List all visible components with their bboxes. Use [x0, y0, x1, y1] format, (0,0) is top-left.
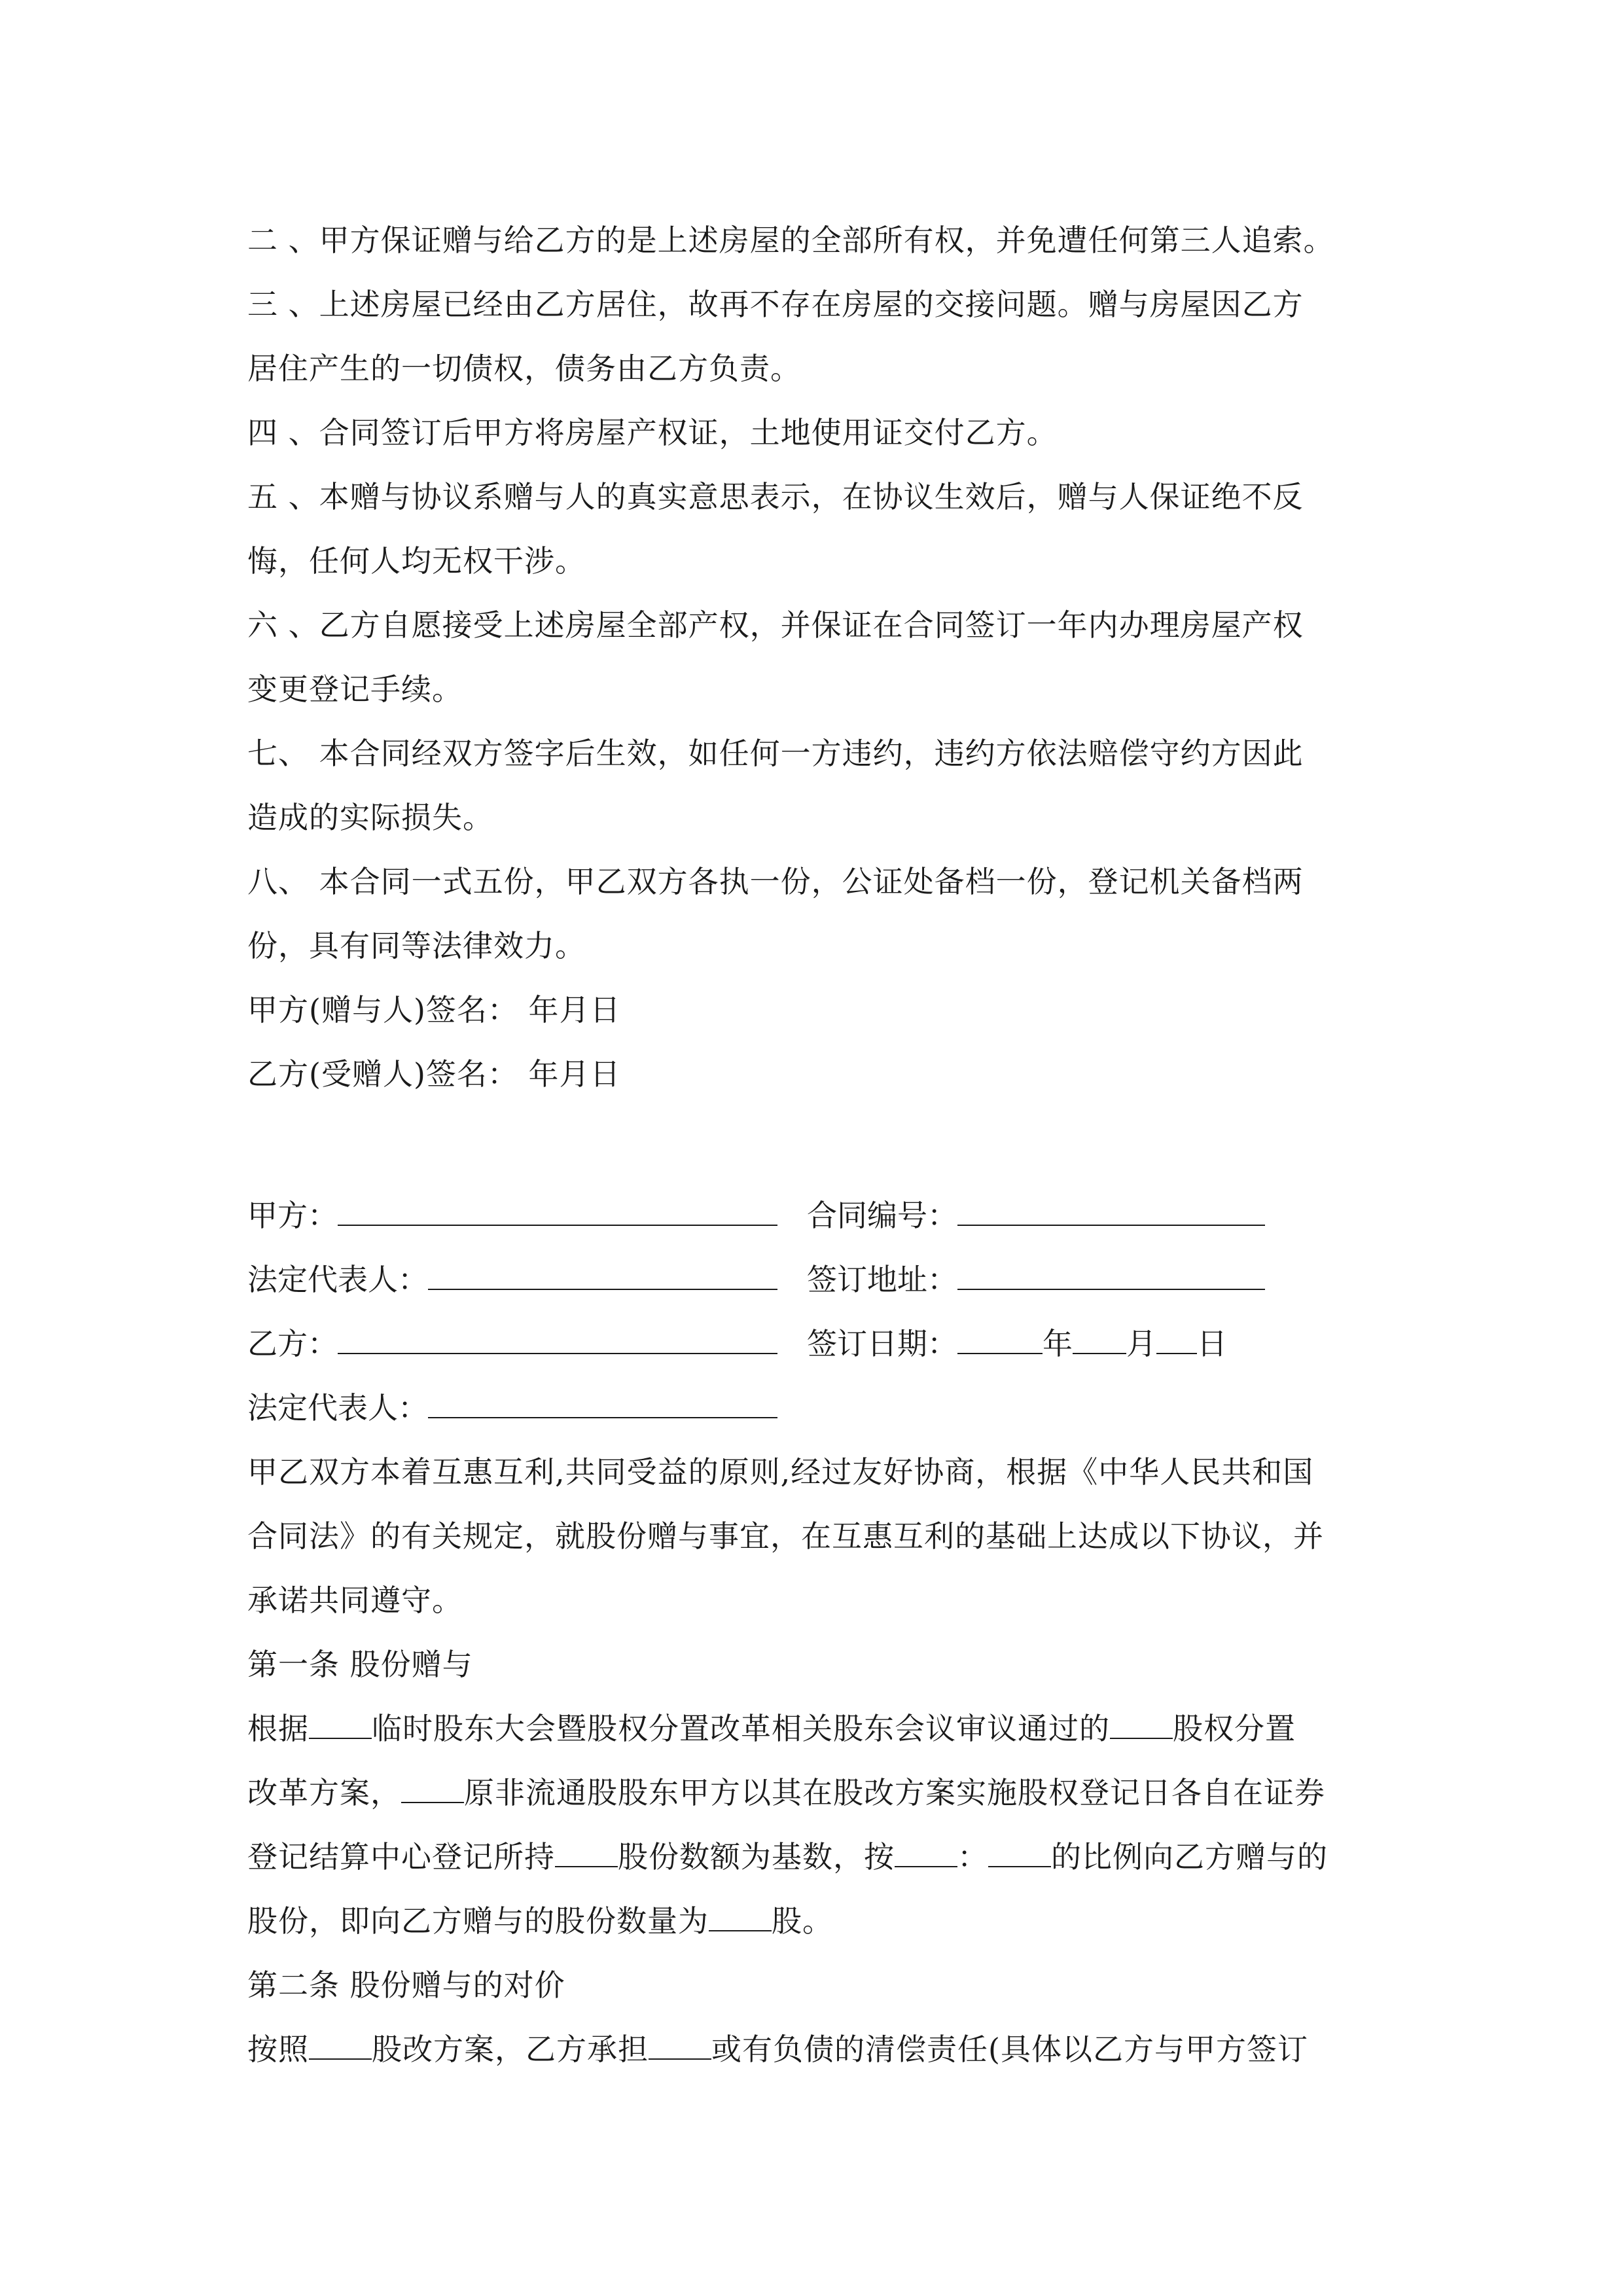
day-label: 日: [1197, 1326, 1227, 1361]
fill-blank[interactable]: [709, 1891, 772, 1931]
clause-6-line-1: 六 、乙方自愿接受上述房屋全部产权，并保证在合同签订一年内办理房屋产权: [247, 607, 1304, 643]
intro-line-3: 承诺共同遵守。: [247, 1583, 463, 1618]
intro-line-1: 甲乙双方本着互惠互利,共同受益的原则,经过友好协商，根据《中华人民共和国: [247, 1454, 1314, 1490]
legal-rep-b-blank[interactable]: [428, 1376, 777, 1418]
article-1-text: 股权分置: [1173, 1711, 1296, 1746]
clause-3-line-1: 三 、上述房屋已经由乙方居住，故再不存在房屋的交接问题。赠与房屋因乙方: [247, 287, 1304, 322]
party-b-label: 乙方：: [247, 1326, 338, 1361]
clause-5-line-1: 五 、本赠与协议系赠与人的真实意思表示，在协议生效后，赠与人保证绝不反: [247, 479, 1304, 514]
clause-4-line-1: 四 、合同签订后甲方将房屋产权证，土地使用证交付乙方。: [247, 415, 1058, 450]
article-1-title: 第一条 股份赠与: [247, 1647, 473, 1682]
form-row-1: [247, 1183, 1399, 1247]
fill-blank[interactable]: [555, 1827, 618, 1867]
fill-blank[interactable]: [309, 2019, 372, 2060]
signature-party-a: 甲方(赠与人)签名： 年月日: [247, 992, 621, 1028]
article-1-line-1: [247, 1696, 1399, 1761]
sign-year-blank[interactable]: [957, 1312, 1043, 1354]
legal-rep-blank[interactable]: [428, 1248, 777, 1290]
year-label: 年: [1043, 1326, 1073, 1361]
form-row-4: [247, 1376, 1399, 1440]
clause-3-line-2: 居住产生的一切债权，债务由乙方负责。: [247, 351, 801, 386]
article-1-line-4: [247, 1889, 1399, 1953]
article-1-text: 股份，即向乙方赠与的股份数量为: [247, 1903, 709, 1939]
fill-blank[interactable]: [895, 1827, 957, 1867]
clause-2-line-1: 二 、甲方保证赠与给乙方的是上述房屋的全部所有权，并免遭任何第三人追索。: [247, 223, 1334, 258]
sign-address-blank[interactable]: [957, 1248, 1265, 1290]
form-row-2: [247, 1247, 1399, 1312]
article-2-title: 第二条 股份赠与的对价: [247, 1967, 565, 2003]
article-2-text: 股改方案，乙方承担: [372, 2032, 649, 2067]
clause-7-line-2: 造成的实际损失。: [247, 800, 493, 835]
party-a-label: 甲方：: [247, 1198, 338, 1233]
article-1-line-2: [247, 1761, 1399, 1825]
sign-day-blank[interactable]: [1156, 1312, 1197, 1354]
form-row-3: [247, 1312, 1399, 1376]
article-1-text: 根据: [247, 1711, 309, 1746]
article-2-text: 按照: [247, 2032, 309, 2067]
sign-month-blank[interactable]: [1073, 1312, 1126, 1354]
legal-rep-b-label: 法定代表人：: [247, 1390, 428, 1426]
sign-date-label: 签订日期：: [807, 1326, 957, 1361]
contract-no-blank[interactable]: [957, 1184, 1265, 1226]
clause-8-line-2: 份，具有同等法律效力。: [247, 928, 586, 963]
article-1-line-3: [247, 1825, 1399, 1889]
article-2-line-1: [247, 2017, 1399, 2081]
fill-blank[interactable]: [649, 2019, 711, 2060]
clause-8-line-1: 八、 本合同一式五份，甲乙双方各执一份，公证处备档一份，登记机关备档两: [247, 864, 1304, 899]
article-1-text: 登记结算中心登记所持: [247, 1839, 555, 1874]
article-1-text: 股份数额为基数，按: [618, 1839, 895, 1874]
fill-blank[interactable]: [309, 1698, 372, 1739]
article-1-text: 原非流通股股东甲方以其在股改方案实施股权登记日各自在证券: [464, 1775, 1325, 1810]
clause-6-line-2: 变更登记手续。: [247, 672, 463, 707]
article-1-text: ：: [957, 1839, 988, 1874]
article-1-text: 临时股东大会暨股权分置改革相关股东会议审议通过的: [372, 1711, 1110, 1746]
fill-blank[interactable]: [401, 1763, 464, 1803]
fill-blank[interactable]: [988, 1827, 1051, 1867]
sign-address-label: 签订地址：: [807, 1262, 957, 1297]
article-1-text: 的比例向乙方赠与的: [1051, 1839, 1328, 1874]
party-a-blank[interactable]: [338, 1184, 777, 1226]
document-page: [247, 208, 1399, 2081]
month-label: 月: [1126, 1326, 1156, 1361]
clause-5-line-2: 悔，任何人均无权干涉。: [247, 543, 586, 579]
article-1-text: 股。: [772, 1903, 833, 1939]
section-gap: [247, 1106, 1399, 1183]
contract-no-label: 合同编号：: [807, 1198, 957, 1233]
article-1-text: 改革方案，: [247, 1775, 401, 1810]
party-b-blank[interactable]: [338, 1312, 777, 1354]
signature-party-b: 乙方(受赠人)签名： 年月日: [247, 1056, 621, 1092]
fill-blank[interactable]: [1110, 1698, 1173, 1739]
legal-rep-label: 法定代表人：: [247, 1262, 428, 1297]
clause-7-line-1: 七、 本合同经双方签字后生效，如任何一方违约，违约方依法赔偿守约方因此: [247, 736, 1304, 771]
intro-line-2: 合同法》的有关规定，就股份赠与事宜，在互惠互利的基础上达成以下协议，并: [247, 1518, 1324, 1554]
article-2-text: 或有负债的清偿责任(具体以乙方与甲方签订: [711, 2032, 1308, 2067]
